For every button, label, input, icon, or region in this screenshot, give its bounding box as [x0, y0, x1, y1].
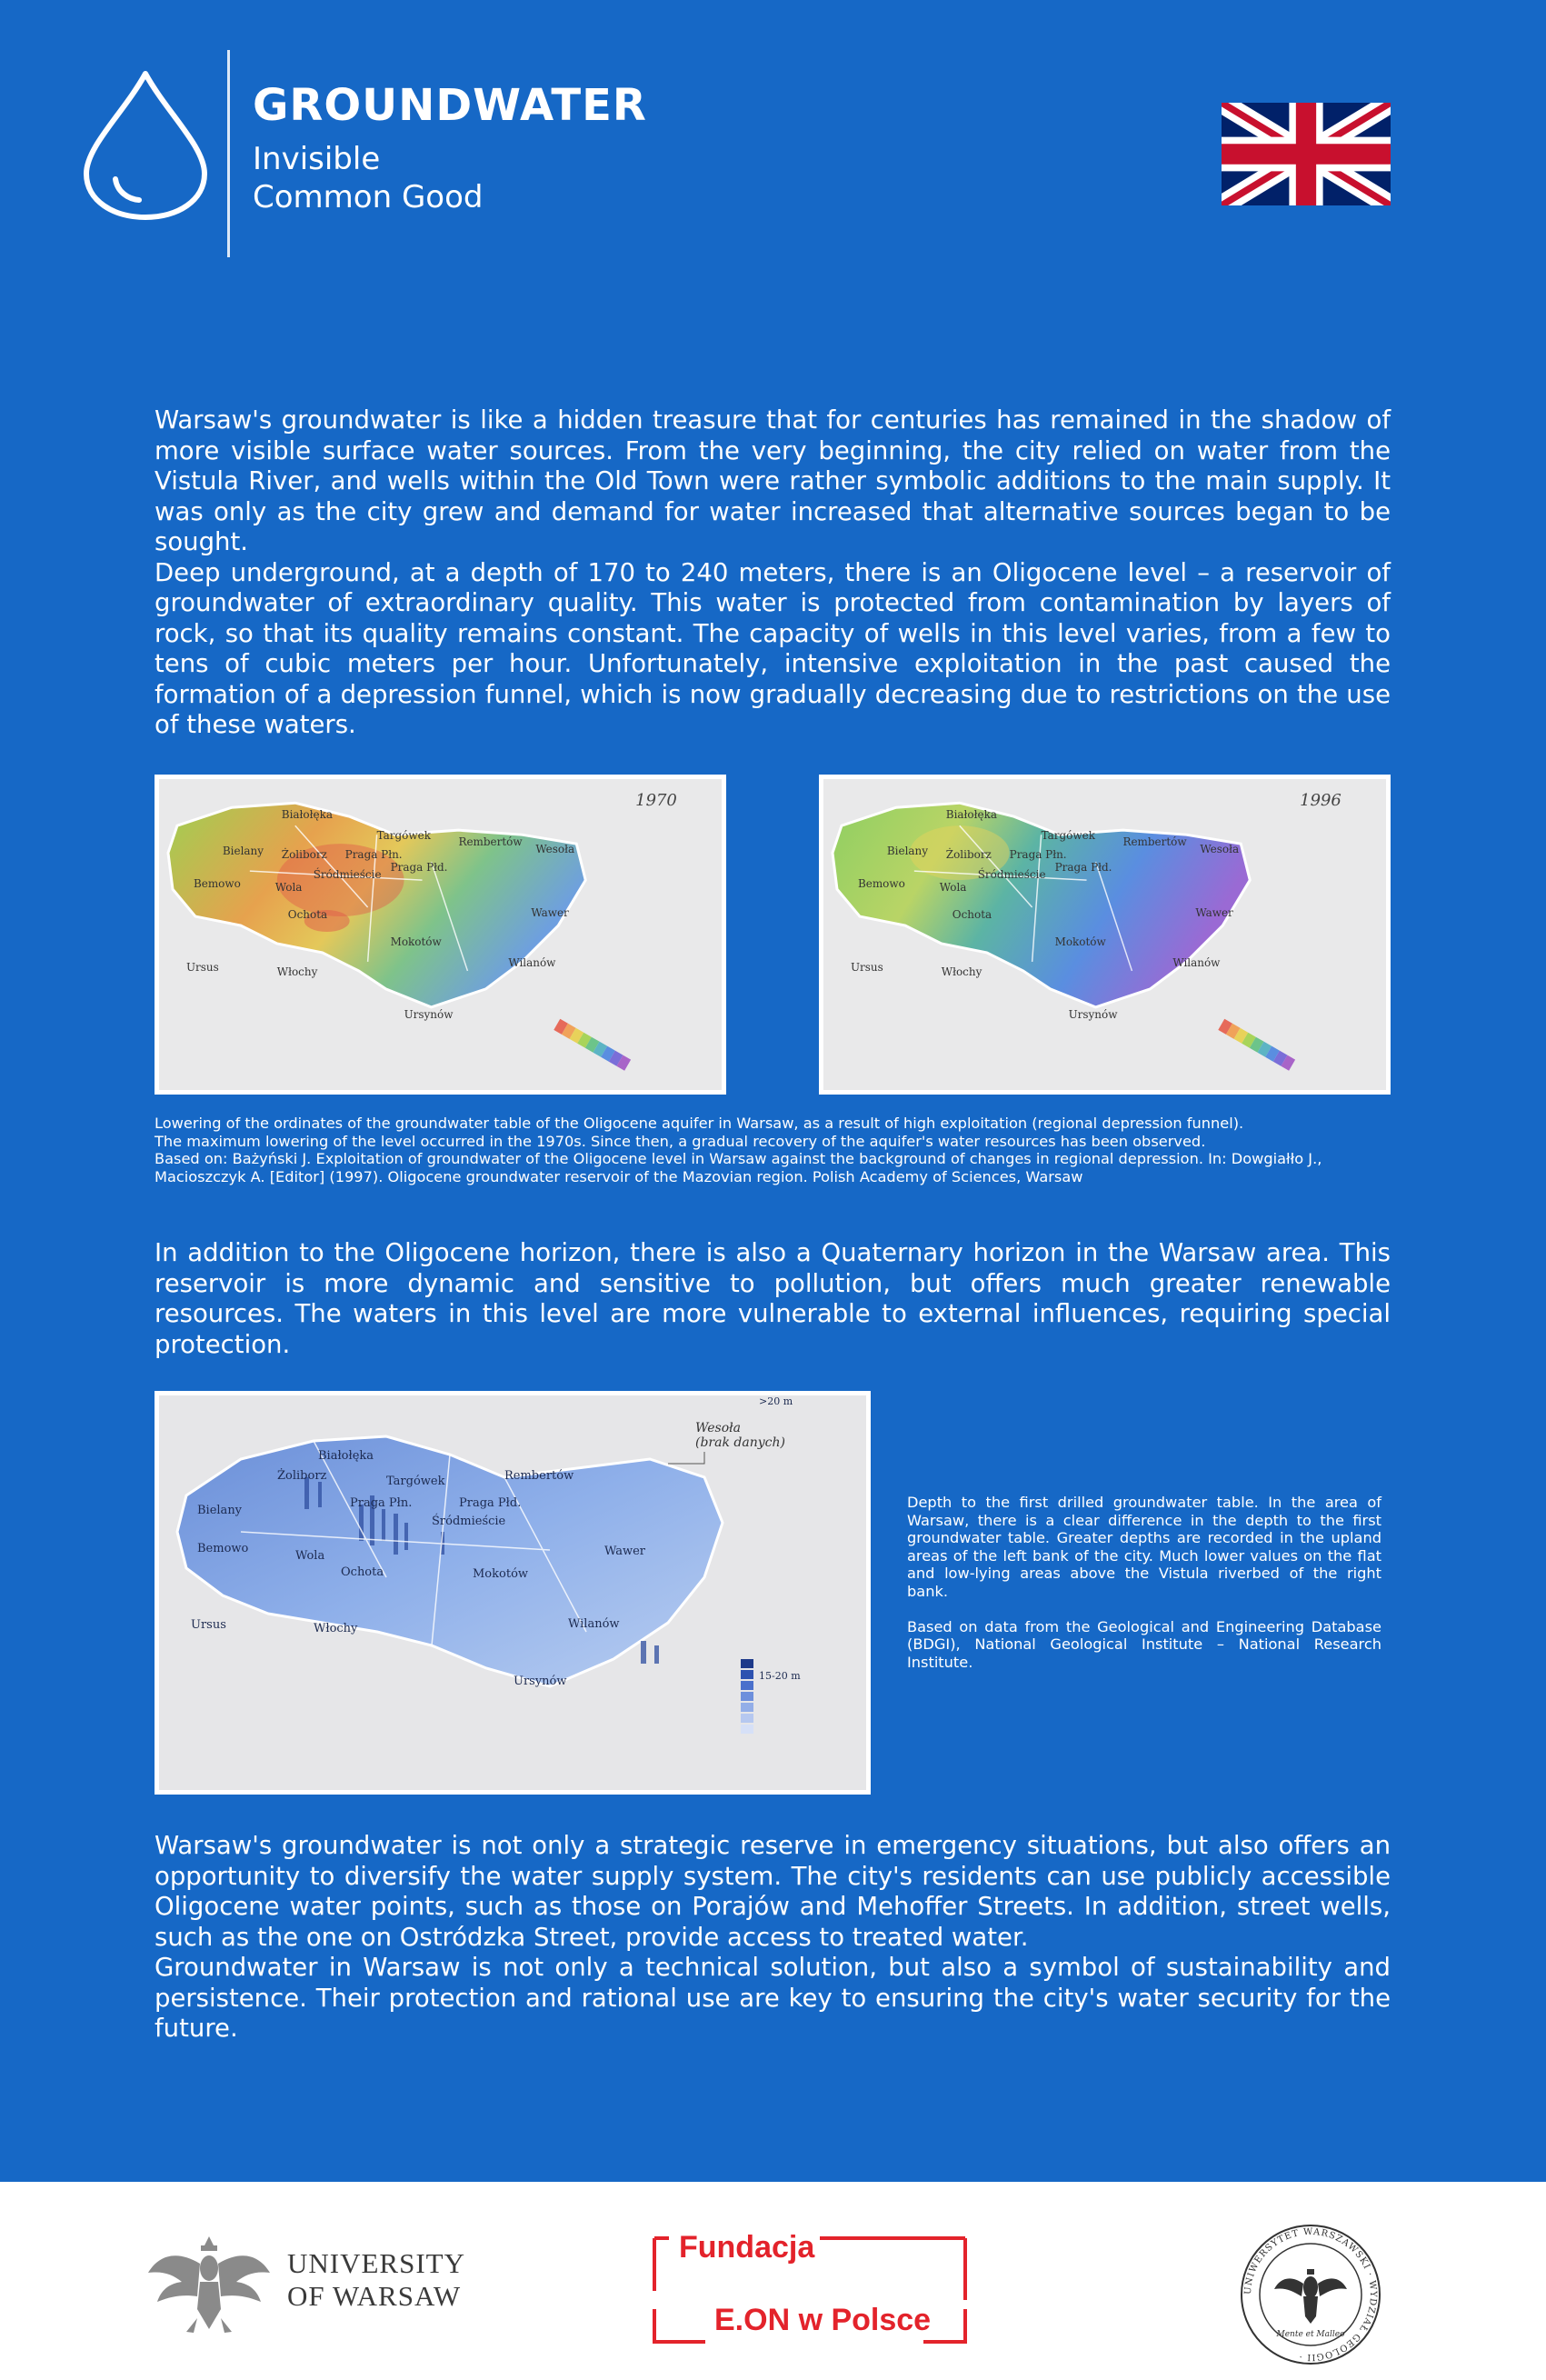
svg-text:Wilanów: Wilanów	[568, 1617, 620, 1631]
svg-text:Wola: Wola	[274, 881, 303, 895]
faculty-of-geology-seal-icon	[1238, 2222, 1383, 2367]
svg-text:Włochy: Włochy	[314, 1622, 358, 1635]
quaternary-paragraph: In addition to the Oligocene horizon, there is also a Quaternary horizon in the Warsaw area. This reservoir is more dynamic and sensitive to pollution, but offers much greater renewable resources. The waters in this level are more vulnerable to external influences, requiring special protection.	[155, 1238, 1391, 1359]
svg-text:Bielany: Bielany	[197, 1504, 243, 1517]
svg-text:UNIWERSYTET WARSZAWSKI · WYDZI: UNIWERSYTET WARSZAWSKI · WYDZIAŁ GEOLOGII ·	[1242, 2226, 1379, 2363]
svg-text:Mokotów: Mokotów	[473, 1567, 529, 1581]
svg-text:Wawer: Wawer	[1195, 906, 1233, 920]
svg-text:Rembertów: Rembertów	[1122, 835, 1187, 849]
svg-text:Praga Płn.: Praga Płn.	[350, 1496, 413, 1510]
svg-text:Wola: Wola	[295, 1549, 325, 1563]
svg-text:Żoliborz: Żoliborz	[945, 848, 992, 862]
depth-map-wesola-note: (brak danych)	[695, 1435, 785, 1450]
oligocene-map-caption	[155, 1115, 1391, 1185]
svg-text:Ursynów: Ursynów	[514, 1675, 567, 1688]
eon-foundation-line2: E.ON w Polsce	[709, 2302, 936, 2338]
svg-text:Rembertów: Rembertów	[504, 1469, 574, 1483]
intro-text	[155, 405, 1391, 741]
closing-text	[155, 1831, 1391, 2045]
svg-text:Wilanów: Wilanów	[508, 955, 556, 969]
svg-text:Mokotów: Mokotów	[390, 935, 442, 948]
svg-text:Mokotów: Mokotów	[1054, 935, 1106, 948]
svg-text:Bemowo: Bemowo	[193, 877, 241, 891]
svg-text:Targówek: Targówek	[376, 829, 431, 843]
closing-paragraph-2: Groundwater in Warsaw is not only a technical solution, but also a symbol of sustainability and persistence. Their protection and rational use are key to ensuring the city's water security for the future.	[155, 1953, 1391, 2043]
page-title: GROUNDWATER	[253, 80, 647, 131]
svg-text:Włochy: Włochy	[276, 965, 318, 978]
uw-name-line2: OF WARSAW	[287, 2280, 462, 2312]
svg-text:>20 m: >20 m	[759, 1395, 793, 1407]
svg-text:Śródmieście: Śródmieście	[313, 868, 382, 882]
svg-text:Ursynów: Ursynów	[404, 1007, 454, 1021]
svg-text:Wawer: Wawer	[531, 906, 569, 920]
svg-text:Targówek: Targówek	[386, 1475, 445, 1488]
closing-paragraph-1: Warsaw's groundwater is not only a strategic reserve in emergency situations, but also offers an opportunity to diversify the water supply system. The city's residents can use publicly accessible Oligocene water points, such as those on Porajów and Mehoffer Streets. In addition, street wells, such as the one on Ostródzka Street, provide access to treated water.	[155, 1831, 1391, 1952]
svg-text:Praga Płn.: Praga Płn.	[344, 848, 403, 862]
svg-text:Bielany: Bielany	[222, 845, 264, 858]
svg-text:Ursus: Ursus	[185, 960, 219, 974]
intro-paragraph-1: Warsaw's groundwater is like a hidden treasure that for centuries has remained in the shadow of more visible surface water sources. From the very beginning, the city relied on water from the Vistula River, and wells within the Old Town were rather symbolic additions to the main supply. It was only as the city grew and demand for water increased that alternative sources began to be sought.	[155, 405, 1391, 556]
svg-text:Rembertów: Rembertów	[458, 835, 523, 849]
svg-text:Ursus: Ursus	[850, 960, 883, 974]
page-subtitle-line2: Common Good	[253, 179, 484, 215]
university-of-warsaw-name	[287, 2247, 465, 2313]
svg-text:Wilanów: Wilanów	[1172, 955, 1221, 969]
svg-text:Praga Płd.: Praga Płd.	[390, 861, 448, 875]
water-drop-icon	[77, 68, 214, 223]
map-1970-year: 1970	[635, 791, 677, 811]
svg-text:Praga Płd.: Praga Płd.	[1054, 861, 1112, 875]
footer	[0, 2182, 1546, 2380]
caption-source: Based on: Bażyński J. Exploitation of groundwater of the Oligocene level in Warsaw against the background of changes in regional depression. In: Dowgiałło J., Macioszczyk A. [Editor] (1997). Oligocene groundwater reservoir of the Mazovian region. Polish Academy of Sciences, Warsaw	[155, 1150, 1322, 1185]
map-1996	[819, 775, 1391, 1095]
svg-text:Włochy: Włochy	[941, 965, 982, 978]
map-1970	[155, 775, 726, 1095]
svg-text:Ursynów: Ursynów	[1068, 1007, 1118, 1021]
uw-name-line1: UNIVERSITY	[287, 2247, 465, 2279]
university-eagle-logo-icon	[141, 2218, 277, 2345]
caption-line-1: Lowering of the ordinates of the groundwater table of the Oligocene aquifer in Warsaw, as a result of high exploitation (regional depression funnel).	[155, 1115, 1244, 1132]
uk-flag-icon[interactable]	[1222, 103, 1391, 205]
svg-text:Ochota: Ochota	[952, 908, 992, 922]
intro-paragraph-2: Deep underground, at a depth of 170 to 240 meters, there is an Oligocene level – a reservoir of groundwater of extraordinary quality. This water is protected from contamination by layers of rock, so that its quality remains constant. The capacity of wells in this level varies, from a few to tens of cubic meters per hour. Unfortunately, intensive exploitation in the past caused the formation of a depression funnel, which is now gradually decreasing due to restrictions on the use of these waters.	[155, 557, 1391, 739]
svg-text:Targówek: Targówek	[1041, 829, 1095, 843]
quaternary-text	[155, 1238, 1391, 1360]
depth-map	[155, 1391, 871, 1795]
svg-text:15-20 m: 15-20 m	[759, 1670, 801, 1682]
svg-text:Bielany: Bielany	[886, 845, 929, 858]
eon-foundation-line1: Fundacja	[673, 2229, 820, 2265]
svg-text:Białołęka: Białołęka	[281, 808, 333, 822]
depth-map-wesola-label: Wesoła	[695, 1421, 742, 1435]
svg-text:Śródmieście: Śródmieście	[977, 868, 1046, 882]
svg-text:Ursus: Ursus	[191, 1618, 226, 1632]
svg-text:Śródmieście: Śródmieście	[432, 1515, 506, 1528]
svg-text:Praga Płn.: Praga Płn.	[1009, 848, 1067, 862]
svg-text:Praga Płd.: Praga Płd.	[459, 1496, 522, 1510]
svg-text:Żoliborz: Żoliborz	[277, 1469, 327, 1483]
svg-text:Wola: Wola	[939, 881, 967, 895]
depth-map-caption	[907, 1494, 1381, 1671]
svg-text:Wesoła: Wesoła	[1200, 843, 1240, 856]
map-1996-year: 1996	[1300, 791, 1342, 811]
svg-text:Żoliborz: Żoliborz	[281, 848, 327, 862]
svg-text:Białołęka: Białołęka	[945, 808, 997, 822]
caption-line-2: The maximum lowering of the level occurred in the 1970s. Since then, a gradual recovery of the aquifer's water resources has been observed.	[155, 1132, 1206, 1150]
svg-text:Ochota: Ochota	[341, 1565, 384, 1579]
svg-text:Wesoła: Wesoła	[535, 843, 575, 856]
svg-text:Wawer: Wawer	[604, 1545, 646, 1558]
depth-caption-source: Based on data from the Geological and Engineering Database (BDGI), National Geological Institute – National Research Institute.	[907, 1617, 1381, 1671]
svg-text:Białołęka: Białołęka	[318, 1449, 374, 1463]
svg-text:Mente et Malleo: Mente et Malleo	[1276, 2330, 1345, 2339]
svg-text:Ochota: Ochota	[287, 908, 328, 922]
page-subtitle-line1: Invisible	[253, 141, 381, 177]
svg-text:Bemowo: Bemowo	[857, 877, 905, 891]
depth-caption-text: Depth to the first drilled groundwater table. In the area of Warsaw, there is a clear difference in the depth to the first groundwater table. Greater depths are recorded in the upland areas of the left bank of the city. Much lower values on the flat and low-lying areas above the Vistula riverbed of the right bank.	[907, 1494, 1381, 1600]
svg-text:Bemowo: Bemowo	[197, 1542, 249, 1555]
header-divider	[227, 50, 230, 257]
